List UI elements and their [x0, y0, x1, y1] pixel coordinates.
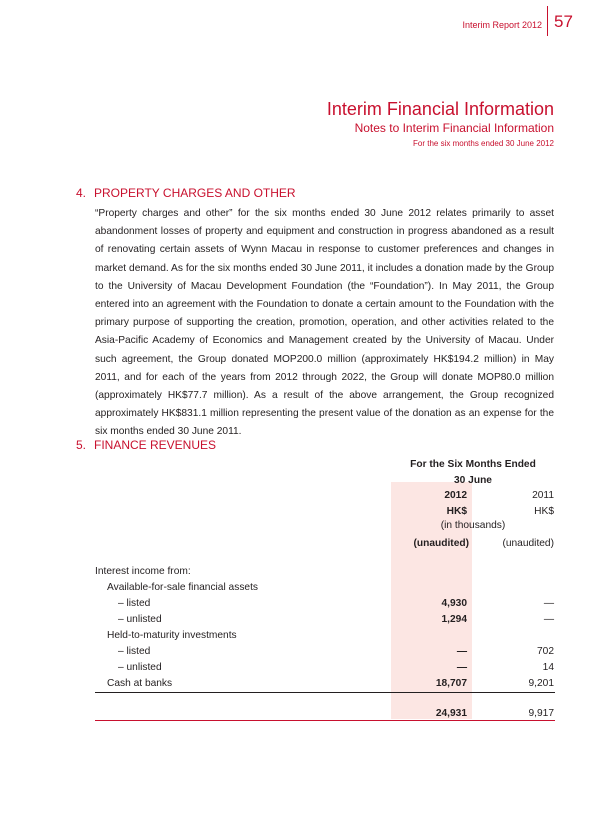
page-subtitle: Notes to Interim Financial Information [354, 121, 554, 135]
total-rule [95, 720, 555, 721]
row-label-afs-unlisted: – unlisted [118, 614, 162, 625]
value-afs-listed-2012: 4,930 [441, 598, 467, 609]
row-label-cash-at-banks: Cash at banks [107, 678, 173, 689]
header-currency-2011: HK$ [534, 506, 554, 517]
section-5-title: FINANCE REVENUES [94, 438, 217, 452]
table-group-header-line2: 30 June [454, 475, 492, 486]
header-units: (in thousands) [440, 520, 506, 531]
row-label-htm-investments: Held-to-maturity investments [107, 630, 237, 641]
section-5-number: 5. [76, 438, 87, 452]
section-4-title: PROPERTY CHARGES AND OTHER [94, 186, 296, 200]
value-htm-listed-2012: — [456, 646, 467, 657]
header-divider [547, 6, 548, 36]
value-htm-listed-2011: 702 [537, 646, 554, 657]
header-status-2012: (unaudited) [413, 538, 469, 549]
value-htm-unlisted-2011: 14 [542, 662, 554, 673]
page-number: 57 [554, 12, 573, 31]
section-4-body: “Property charges and other” for the six months ended 30 June 2012 relates primarily to asset abandonment losses of property and equipment and construction in progress abandoned as a result of renovating certain assets of Wynn Macau in response to customer preferences and changes in market demand. As for the six months ended 30 June 2011, it includes a donation made by the Group to the University of Macau Development Foundation (the “Foundation”). In May 2011, the Group entered into an agreement with the Foundation to donate a certain amount to the Foundation with the primary purpose of supporting the creation, promotion, operation, and other activities related to the Asia-Pacific Academy of Economics and Management created by the University of Macau. Under such agreement, the Group donated MOP200.0 million (approximately HK$194.2 million) in May 2011, and for each of the years from 2012 through 2022, the Group will donate MOP80.0 million (approximately HK$77.7 million). As a result of the above arrangement, the Group recognized approximately HK$831.1 million representing the present value of the donation as an expense for the six months ended 30 June 2011. [95, 208, 554, 438]
value-afs-listed-2011: — [543, 598, 554, 609]
section-5-heading [76, 438, 216, 452]
period-caption: For the six months ended 30 June 2012 [413, 139, 554, 148]
total-2012: 24,931 [435, 708, 467, 719]
page-title: Interim Financial Information [326, 99, 554, 119]
row-label-htm-listed: – listed [118, 646, 151, 657]
running-header-report: Interim Report 2012 [462, 20, 542, 30]
value-afs-unlisted-2011: — [543, 614, 554, 625]
title-block [327, 98, 554, 150]
subtotal-rule [95, 692, 555, 693]
row-label-afs-listed: – listed [118, 598, 151, 609]
value-cash-at-banks-2012: 18,707 [435, 678, 467, 689]
table-group-header-line1: For the Six Months Ended [410, 459, 536, 470]
value-cash-at-banks-2011: 9,201 [528, 678, 554, 689]
total-2011: 9,917 [528, 708, 554, 719]
header-status-2011: (unaudited) [502, 538, 554, 549]
row-label-htm-unlisted: – unlisted [118, 662, 162, 673]
section-4-number: 4. [76, 186, 87, 200]
header-year-2012: 2012 [444, 490, 467, 501]
header-currency-2012: HK$ [446, 506, 467, 517]
row-label-afs-assets: Available-for-sale financial assets [107, 582, 259, 593]
value-htm-unlisted-2012: — [456, 662, 467, 673]
value-afs-unlisted-2012: 1,294 [441, 614, 467, 625]
header-year-2011: 2011 [532, 490, 554, 501]
row-label-interest-income: Interest income from: [95, 566, 191, 577]
section-4-heading [76, 186, 296, 200]
